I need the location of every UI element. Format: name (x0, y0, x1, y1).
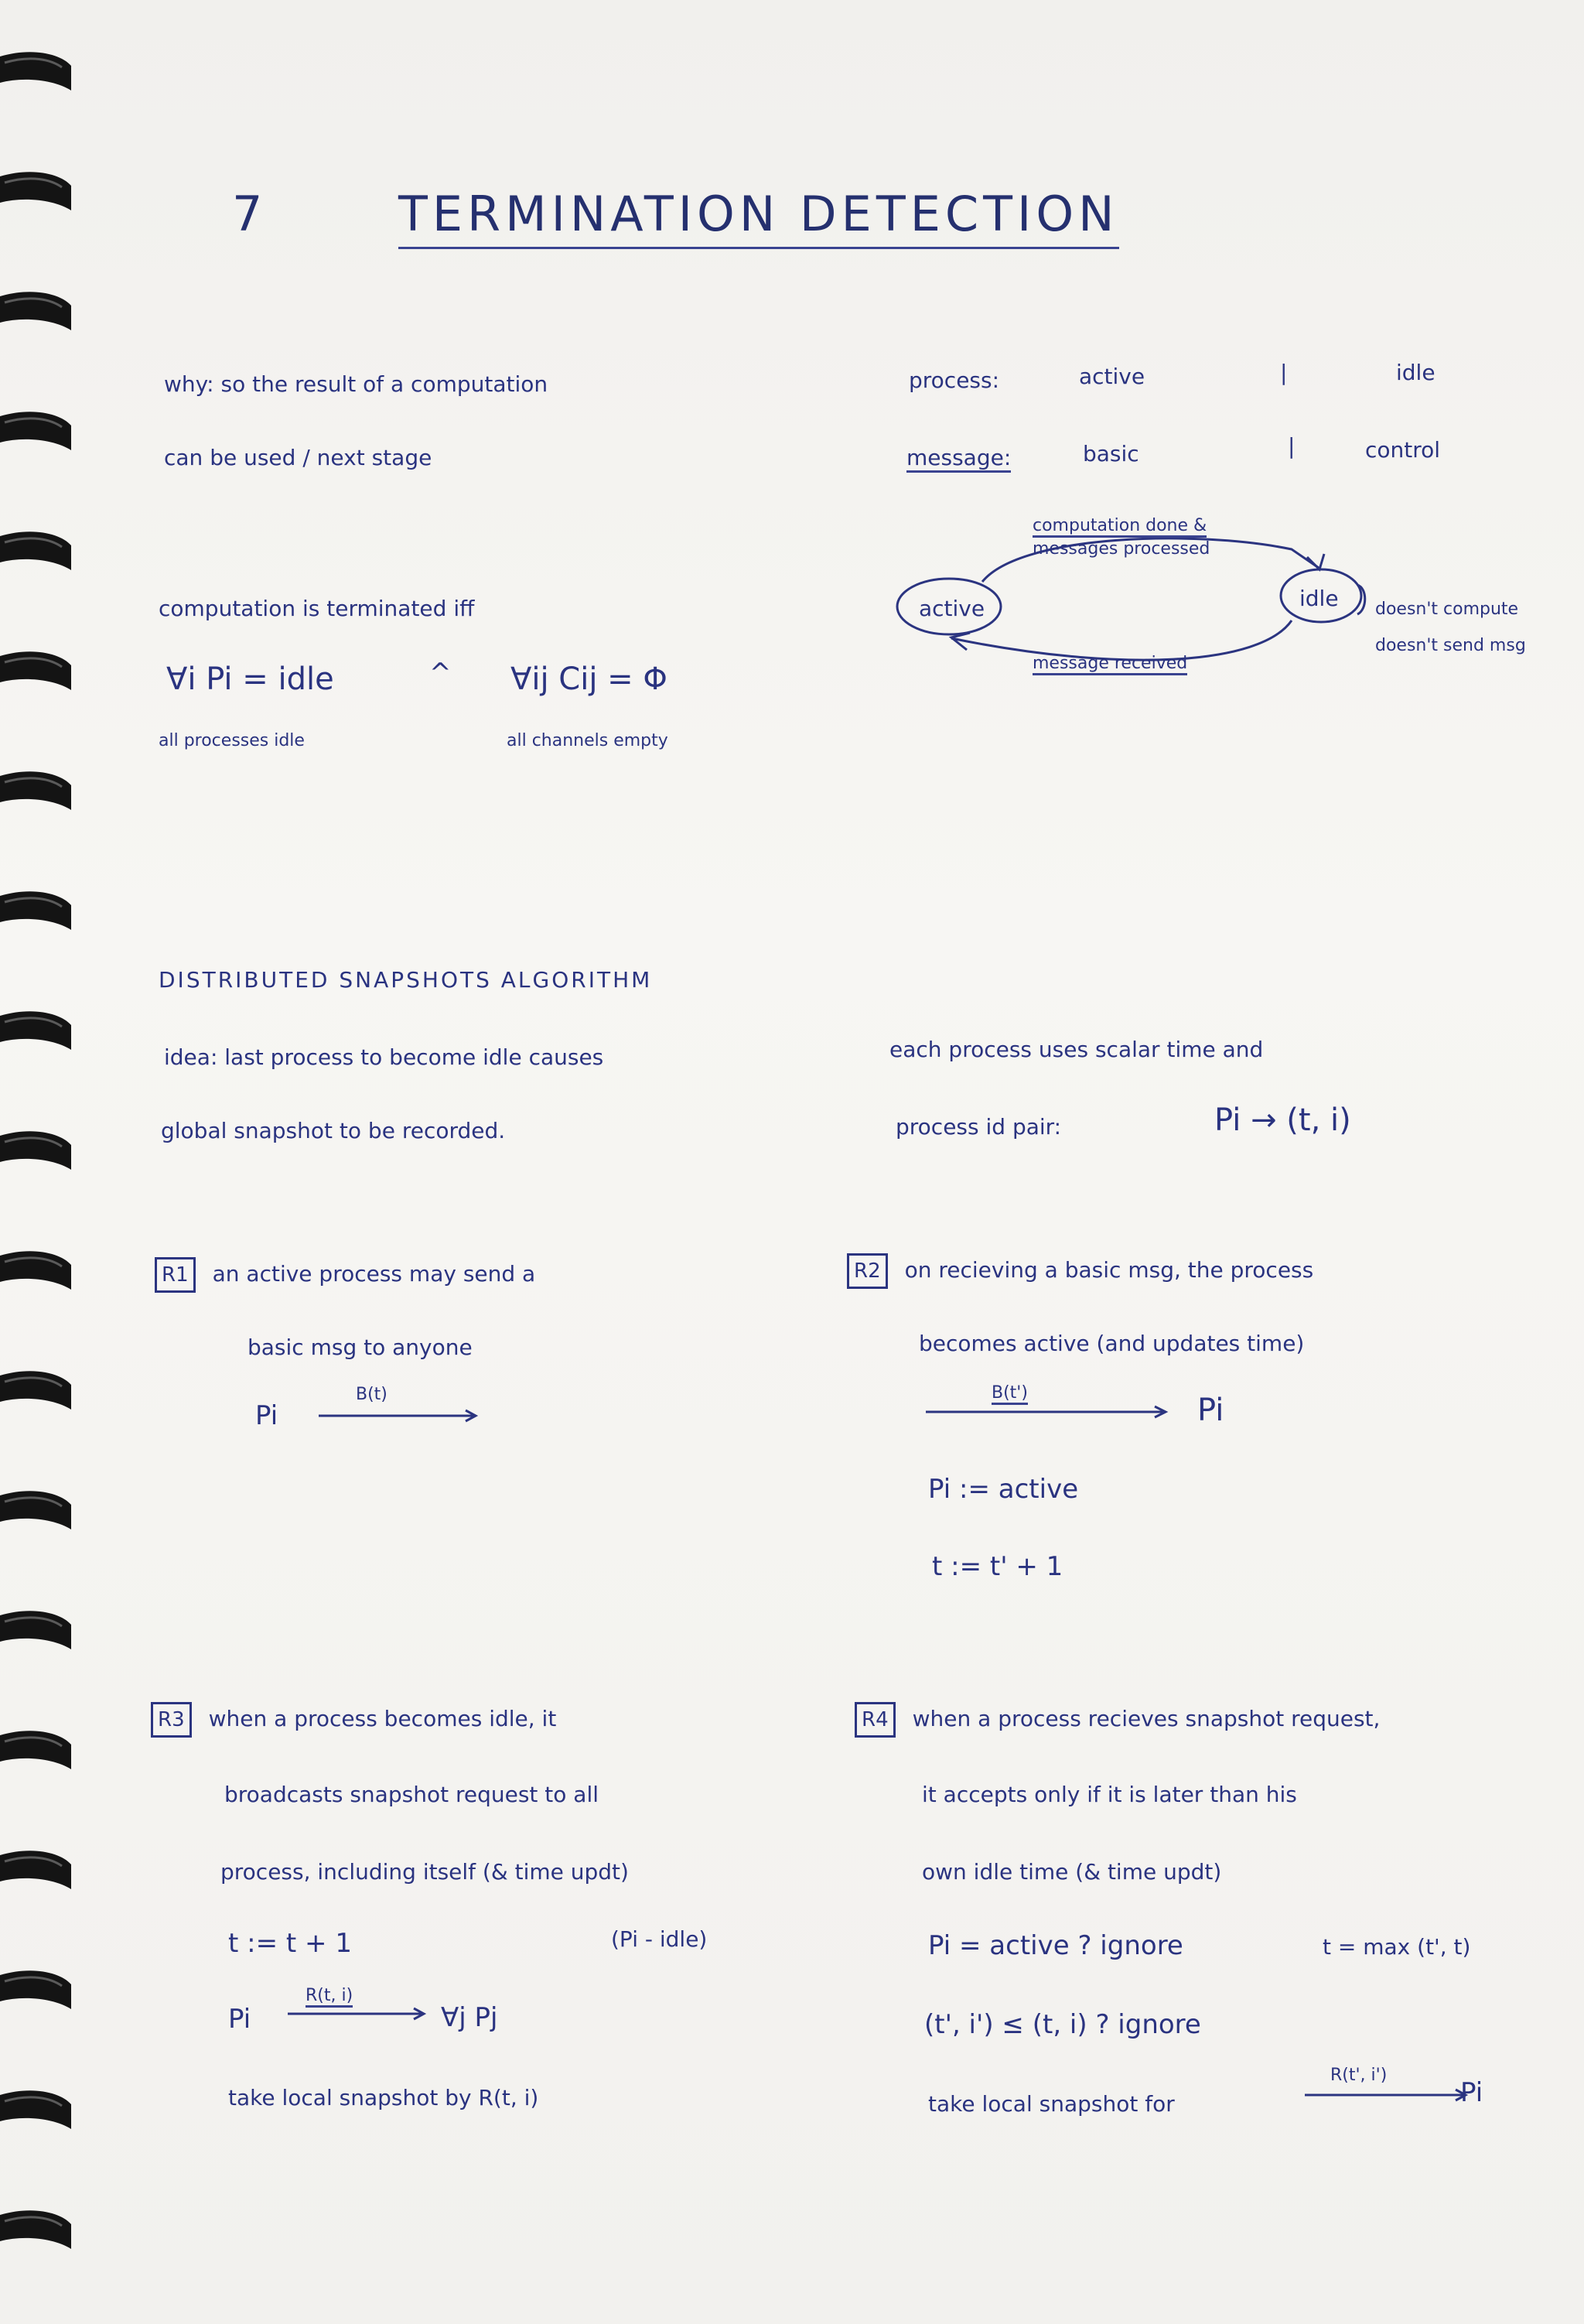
formula-all-idle: ∀i Pi = idle (166, 661, 334, 697)
each-line-2: process id pair: (896, 1114, 1062, 1140)
rule-r3-line-6: take local snapshot by R(t, i) (228, 2085, 539, 2110)
rule-r2-line-3: Pi := active (928, 1474, 1079, 1505)
binding-ring (0, 412, 71, 450)
idea-line-2: global snapshot to be recorded. (161, 1118, 506, 1143)
rule-r1-tag: R1 (155, 1257, 196, 1293)
rule-r4-line-4: Pi = active ? ignore (928, 1930, 1183, 1961)
page-title: TERMINATION DETECTION (398, 186, 1119, 249)
rule-r2-line-1 (847, 1253, 1313, 1289)
rule-r1-text-1: an active process may send a (212, 1261, 536, 1287)
transition-top-line-2: messages processed (1033, 539, 1210, 559)
rule-r2-process: Pi (1197, 1393, 1224, 1428)
rule-r3-target: ∀j Pj (441, 2002, 498, 2033)
rule-r4-text-1: when a process recieves snapshot request, (912, 1706, 1381, 1731)
rule-r3-line-3: process, including itself (& time updt) (220, 1859, 629, 1885)
binding-ring (0, 1731, 71, 1769)
rule-r4-process: Pi (1460, 2077, 1483, 2108)
binding-ring (0, 1251, 71, 1290)
transition-top-line-1: computation done & (1033, 516, 1207, 538)
idle-note-1: doesn't compute (1375, 600, 1519, 619)
rule-r1-process: Pi (255, 1400, 278, 1431)
rule-r2-arrow-label: B(t') (992, 1383, 1028, 1405)
message-control: control (1365, 437, 1441, 463)
rule-r1-line-2: basic msg to anyone (248, 1335, 473, 1360)
rule-r4-arrow-label: R(t', i') (1330, 2066, 1388, 2085)
binding-ring (0, 1970, 71, 2009)
rule-r3-process: Pi (228, 2004, 251, 2035)
message-label: message: (906, 445, 1011, 473)
why-line-1: why: so the result of a computation (164, 371, 548, 397)
binding-ring (0, 1011, 71, 1050)
binding-ring (0, 531, 71, 570)
binding-ring (0, 1491, 71, 1529)
binding-ring (0, 1371, 71, 1410)
rule-r4-line-3: own idle time (& time updt) (922, 1859, 1222, 1885)
formula-and: ^ (429, 658, 452, 689)
binding-ring (0, 651, 71, 690)
rule-r2-tag: R2 (847, 1253, 888, 1289)
rule-r4-line-1 (855, 1702, 1380, 1738)
binding-ring (0, 2090, 71, 2129)
process-sep: | (1280, 360, 1288, 385)
rule-r2-line-2: becomes active (and updates time) (919, 1331, 1305, 1356)
message-sep: | (1288, 433, 1296, 459)
process-active: active (1079, 364, 1145, 389)
binding-ring (0, 891, 71, 930)
rule-r3-line-4: t := t + 1 (228, 1928, 352, 1959)
terminated-line: computation is terminated iff (159, 596, 475, 621)
note-channels-empty: all channels empty (507, 731, 668, 750)
binding-ring (0, 1851, 71, 1889)
rule-r1-line-1 (155, 1257, 535, 1293)
transition-bottom-label: message received (1033, 654, 1187, 675)
rule-r3-text-1: when a process becomes idle, it (208, 1706, 557, 1731)
binding-ring (0, 172, 71, 210)
binding-ring (0, 1131, 71, 1170)
message-basic: basic (1083, 441, 1139, 467)
id-pair-formula: Pi → (t, i) (1214, 1102, 1351, 1138)
active-node-label: active (919, 596, 985, 621)
each-line-1: each process uses scalar time and (889, 1037, 1264, 1062)
rule-r3-arrow (286, 2006, 433, 2022)
rule-r2-arrow (924, 1404, 1179, 1420)
rule-r2-text-1: on recieving a basic msg, the process (904, 1257, 1314, 1283)
note-all-idle: all processes idle (159, 731, 305, 750)
binding-ring (0, 52, 71, 91)
rule-r3-arrow-label: R(t, i) (306, 1986, 353, 2008)
process-idle: idle (1396, 360, 1436, 385)
rule-r1-arrow (317, 1408, 487, 1423)
rule-r2-line-4: t := t' + 1 (932, 1551, 1063, 1582)
idle-node-label: idle (1299, 586, 1339, 611)
rule-r1-arrow-label: B(t) (356, 1385, 387, 1404)
rule-r4-line-2: it accepts only if it is later than his (922, 1782, 1297, 1807)
binding-ring (0, 1611, 71, 1649)
rule-r4-line-6: take local snapshot for (928, 2091, 1175, 2117)
algorithm-heading: DISTRIBUTED SNAPSHOTS ALGORITHM (159, 967, 653, 993)
rule-r4-line-4b: t = max (t', t) (1323, 1934, 1471, 1960)
rule-r3-line-4-note: (Pi - idle) (611, 1926, 708, 1952)
formula-channels-empty: ∀ij Cij = Φ (510, 661, 667, 697)
rule-r3-tag: R3 (151, 1702, 192, 1738)
binding-ring (0, 2210, 71, 2249)
section-number: 7 (232, 186, 268, 242)
binding-ring (0, 292, 71, 330)
rule-r4-line-5: (t', i') ≤ (t, i) ? ignore (924, 2009, 1201, 2040)
binding-ring (0, 771, 71, 810)
why-line-2: can be used / next stage (164, 445, 432, 470)
rule-r4-arrow (1303, 2087, 1477, 2103)
rule-r4-tag: R4 (855, 1702, 896, 1738)
spiral-binding (0, 0, 85, 2324)
process-label: process: (909, 367, 1000, 393)
rule-r3-line-1 (151, 1702, 556, 1738)
idea-line-1: idea: last process to become idle causes (164, 1044, 604, 1070)
rule-r3-line-2: broadcasts snapshot request to all (224, 1782, 599, 1807)
idle-note-2: doesn't send msg (1375, 636, 1526, 655)
